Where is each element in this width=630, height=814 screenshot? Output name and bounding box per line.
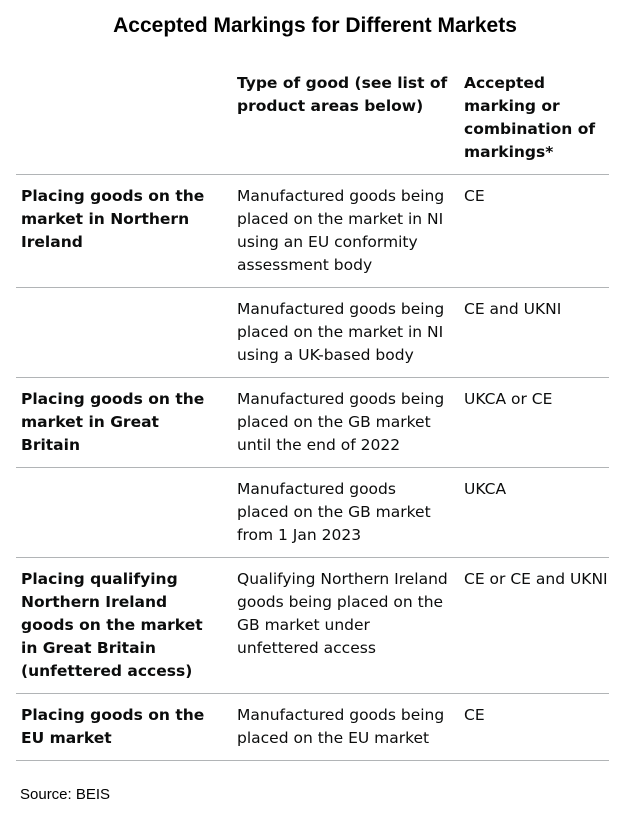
good-cell: Manufactured goods being placed on the GB market until the end of 2022 [232,378,459,468]
good-cell: Manufactured goods being placed on the market in NI using a UK-based body [232,288,459,378]
header-accepted-marking: Accepted marking or combination of markings* [459,70,609,175]
markings-table [16,70,609,761]
table-row [16,288,609,378]
market-cell [16,468,232,558]
market-cell: Placing goods on the market in Great Britain [16,378,232,468]
good-cell: Manufactured goods placed on the GB market from 1 Jan 2023 [232,468,459,558]
table-row [16,558,609,694]
table-row [16,175,609,288]
page-title: Accepted Markings for Different Markets [113,14,517,37]
table-row [16,694,609,761]
marking-cell: CE [459,175,609,288]
source-note: Source: BEIS [20,786,111,803]
table-row [16,468,609,558]
market-cell [16,288,232,378]
table-row [16,378,609,468]
header-market [16,70,232,175]
marking-cell: UKCA or CE [459,378,609,468]
table-header-row [16,70,609,175]
marking-cell: UKCA [459,468,609,558]
market-cell: Placing qualifying Northern Ireland goods on the market in Great Britain (unfettered access) [16,558,232,694]
good-cell: Manufactured goods being placed on the market in NI using an EU conformity assessment body [232,175,459,288]
market-cell: Placing goods on the EU market [16,694,232,761]
good-cell: Manufactured goods being placed on the EU market [232,694,459,761]
marking-cell: CE or CE and UKNI [459,558,609,694]
marking-cell: CE and UKNI [459,288,609,378]
market-cell: Placing goods on the market in Northern Ireland [16,175,232,288]
marking-cell: CE [459,694,609,761]
good-cell: Qualifying Northern Ireland goods being placed on the GB market under unfettered access [232,558,459,694]
header-type-of-good: Type of good (see list of product areas below) [232,70,459,175]
